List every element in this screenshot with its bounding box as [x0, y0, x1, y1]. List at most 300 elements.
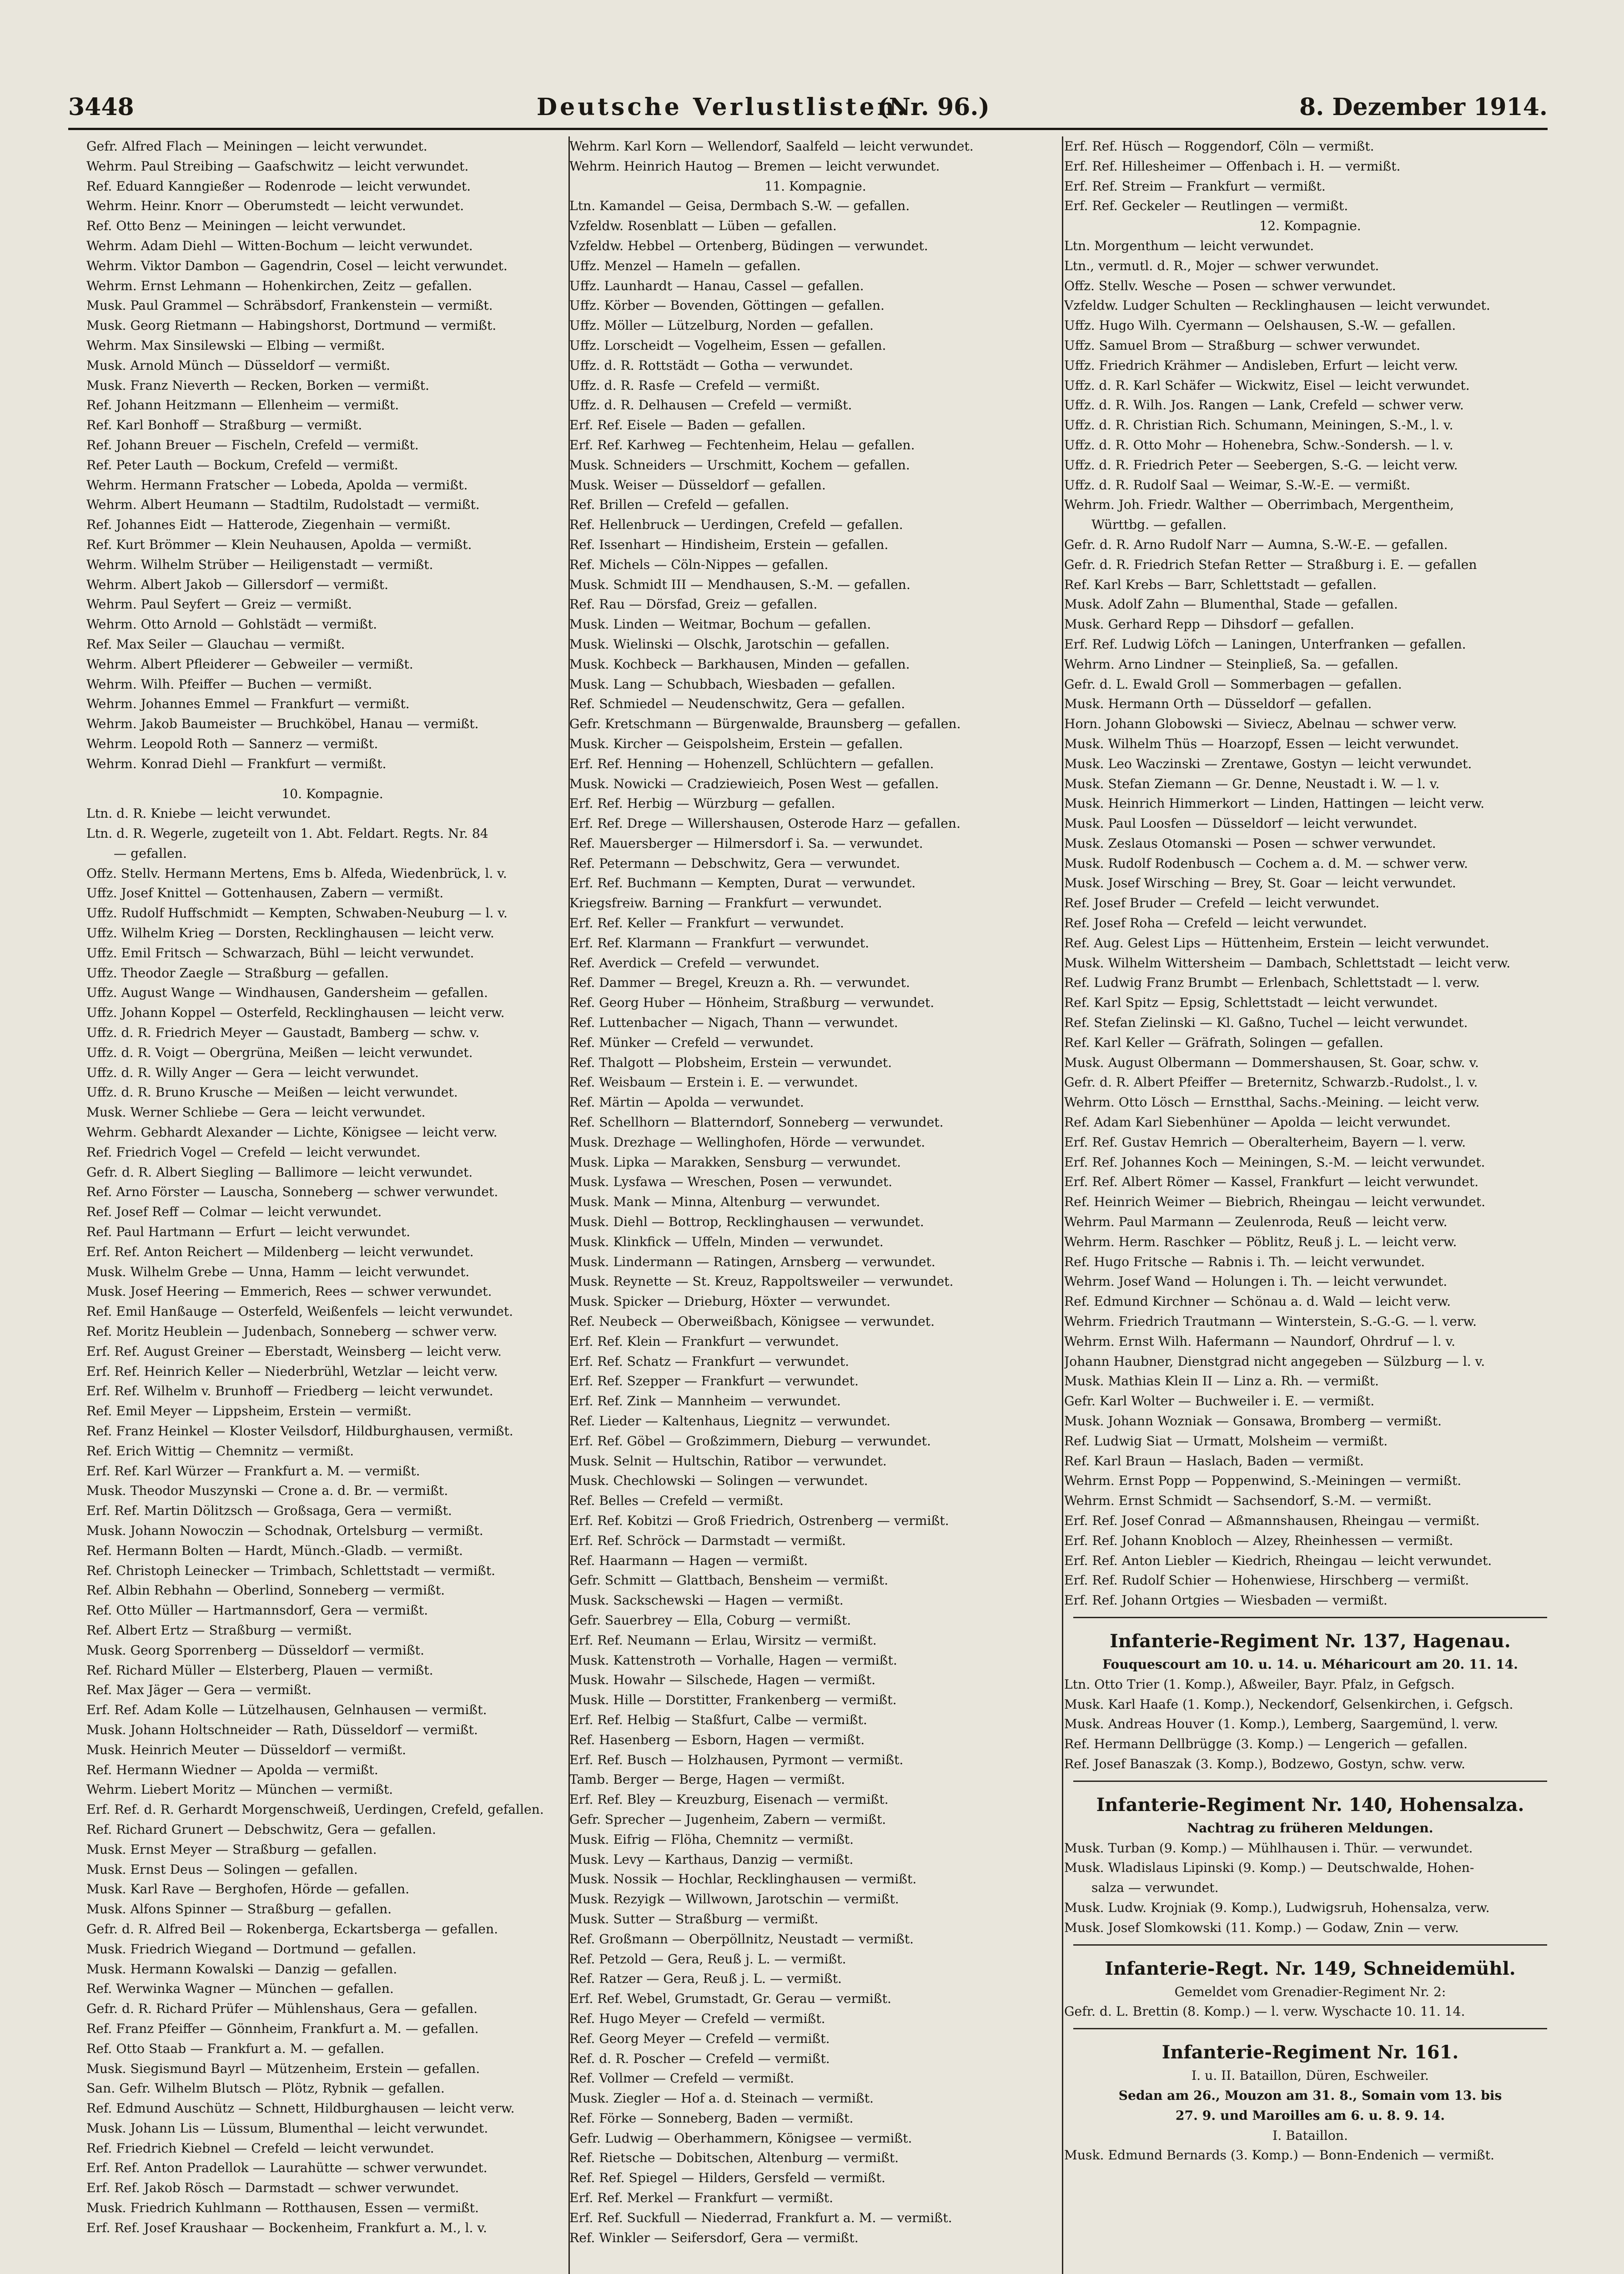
casualty-entry: Musk. Josef Heering — Emmerich, Rees — schwer verwundet. [86, 1284, 492, 1299]
casualty-entry: Vzfeldw. Ludger Schulten — Recklinghausen — leicht verwundet. [1064, 298, 1490, 313]
casualty-entry: Erf. Ref. Heinrich Keller — Niederbrühl, Wetzlar — leicht verw. [86, 1363, 498, 1379]
casualty-entry: Ref. Johann Heitzmann — Ellenheim — vermißt. [86, 397, 399, 413]
casualty-entry: Uffz. d. R. Otto Mohr — Hohenebra, Schw.-Sondersh. — l. v. [1064, 437, 1453, 453]
section-note: I. u. II. Bataillon, Düren, Eschweiler. [1192, 2068, 1429, 2083]
casualty-entry: Ref. Emil Hanßauge — Osterfeld, Weißenfels — leicht verwundet. [86, 1304, 513, 1319]
casualty-entry: Ref. Ratzer — Gera, Reuß j. L. — vermißt. [569, 1971, 842, 1987]
casualty-entry: Erf. Ref. Eisele — Baden — gefallen. [569, 418, 806, 433]
casualty-entry: Ref. Issenhart — Hindisheim, Erstein — gefallen. [569, 537, 889, 552]
casualty-entry: Ref. Luttenbacher — Nigach, Thann — verwundet. [569, 1015, 898, 1031]
casualty-entry: Ref. Hermann Bolten — Hardt, Münch.-Gladb. — vermißt. [86, 1543, 463, 1558]
casualty-entry: Uffz. Johann Koppel — Osterfeld, Recklinghausen — leicht verw. [86, 1005, 505, 1021]
casualty-entry: Musk. Johann Nowoczin — Schodnak, Ortelsburg — vermißt. [86, 1523, 483, 1538]
casualty-entry: Musk. Josef Slomkowski (11. Komp.) — Godaw, Znin — verw. [1064, 1920, 1459, 1935]
casualty-entry: Gefr. Sauerbrey — Ella, Coburg — vermißt. [569, 1612, 851, 1628]
casualty-entry: Musk. Paul Grammel — Schräbsdorf, Frankenstein — vermißt. [86, 298, 493, 313]
casualty-entry: Musk. Nowicki — Cradziewieich, Posen West — gefallen. [569, 776, 939, 791]
casualty-entry: Ref. Schellhorn — Blatterndorf, Sonneberg — verwundet. [569, 1115, 944, 1130]
casualty-entry: Uffz. d. R. Bruno Krusche — Meißen — leicht verwundet. [86, 1085, 458, 1100]
casualty-entry: Musk. Sackschewski — Hagen — vermißt. [569, 1593, 844, 1608]
regiment-heading: Infanterie-Regiment Nr. 137, Hagenau. [1110, 1630, 1511, 1652]
casualty-entry: Musk. Levy — Karthaus, Danzig — vermißt. [569, 1851, 854, 1867]
casualty-entry: Musk. Mank — Minna, Altenburg — verwundet. [569, 1194, 880, 1210]
casualty-entry: Ref. Erich Wittig — Chemnitz — vermißt. [86, 1443, 354, 1459]
casualty-entry: Gefr. Schmitt — Glattbach, Bensheim — vermißt. [569, 1573, 889, 1588]
casualty-entry: Ref. Karl Bonhoff — Straßburg — vermißt. [86, 418, 362, 433]
casualty-entry: Wehrm. Gebhardt Alexander — Lichte, Königsee — leicht verw. [86, 1125, 498, 1140]
company-heading: 12. Kompagnie. [1259, 218, 1361, 234]
casualty-entry: Wehrm. Ernst Schmidt — Sachsendorf, S.-M. — vermißt. [1064, 1493, 1432, 1509]
casualty-entry: Ref. Karl Krebs — Barr, Schlettstadt — gefallen. [1064, 577, 1377, 592]
casualty-entry: Wehrm. Hermann Fratscher — Lobeda, Apolda — vermißt. [86, 477, 468, 493]
casualty-entry: Uffz. d. R. Friedrich Peter — Seebergen, S.-G. — leicht verw. [1064, 457, 1458, 473]
casualty-entry: Musk. Andreas Houver (1. Komp.), Lemberg, Saargemünd, l. verw. [1064, 1716, 1498, 1732]
casualty-entry: Ref. Hasenberg — Esborn, Hagen — vermißt. [569, 1732, 865, 1747]
casualty-entry: Musk. Paul Loosfen — Düsseldorf — leicht verwundet. [1064, 816, 1418, 831]
casualty-entry: Erf. Ref. Kobitzi — Groß Friedrich, Ostrenberg — vermißt. [569, 1513, 949, 1528]
casualty-entry: Musk. Rezyigk — Willwown, Jarotschin — vermißt. [569, 1892, 899, 1907]
casualty-entry: Gefr. d. R. Richard Prüfer — Mühlenshaus, Gera — gefallen. [86, 2001, 478, 2017]
casualty-entry: Ref. Albert Ertz — Straßburg — vermißt. [86, 1622, 352, 1638]
column-left [86, 136, 578, 2274]
casualty-entry: Musk. Ernst Meyer — Straßburg — gefallen. [86, 1841, 377, 1857]
casualty-entry: Musk. Kircher — Geispolsheim, Erstein — gefallen. [569, 736, 903, 751]
casualty-entry: Ref. Aug. Gelest Lips — Hüttenheim, Erstein — leicht verwundet. [1064, 935, 1489, 951]
casualty-entry: Erf. Ref. August Greiner — Eberstadt, Weinsberg — leicht verw. [86, 1343, 502, 1359]
casualty-entry: Wehrm. Paul Streibing — Gaafschwitz — leicht verwundet. [86, 158, 469, 174]
casualty-entry: Ref. Moritz Heublein — Judenbach, Sonneberg — schwer verw. [86, 1324, 498, 1339]
casualty-entry: Ref. Förke — Sonneberg, Baden — vermißt. [569, 2110, 854, 2126]
casualty-entry: Ref. Hellenbruck — Uerdingen, Crefeld — gefallen. [569, 517, 903, 533]
casualty-entry: Erf. Ref. Anton Liebler — Kiedrich, Rheingau — leicht verwundet. [1064, 1553, 1492, 1568]
casualty-entry: Kriegsfreiw. Barning — Frankfurt — verwundet. [569, 896, 882, 911]
issue-date: 8. Dezember 1914. [1299, 93, 1548, 121]
casualty-entry: Gefr. d. R. Arno Rudolf Narr — Aumna, S.-W.-E. — gefallen. [1064, 537, 1448, 552]
casualty-entry: Musk. Lang — Schubbach, Wiesbaden — gefallen. [569, 676, 895, 692]
page-header [68, 89, 1548, 130]
casualty-entry: Ref. d. R. Poscher — Crefeld — vermißt. [569, 2051, 830, 2066]
casualty-entry: Ref. Weisbaum — Erstein i. E. — verwundet. [569, 1075, 858, 1090]
casualty-entry: Ref. Franz Heinkel — Kloster Veilsdorf, Hildburghausen, vermißt. [86, 1424, 513, 1439]
casualty-entry: San. Gefr. Wilhelm Blutsch — Plötz, Rybnik — gefallen. [86, 2081, 445, 2096]
casualty-entry: Ref. Albin Rebhahn — Oberlind, Sonneberg — vermißt. [86, 1583, 445, 1598]
casualty-entry: Musk. Weiser — Düsseldorf — gefallen. [569, 477, 826, 493]
column-middle [569, 136, 1061, 2274]
casualty-entry: Ref. Hermann Dellbrügge (3. Komp.) — Lengerich — gefallen. [1064, 1736, 1468, 1752]
casualty-entry: Wehrm. Josef Wand — Holungen i. Th. — leicht verwundet. [1064, 1274, 1448, 1289]
casualty-entry: Musk. Josef Wirsching — Brey, St. Goar — leicht verwundet. [1064, 875, 1456, 891]
casualty-entry: Uffz. d. R. Rasfe — Crefeld — vermißt. [569, 377, 820, 393]
casualty-entry: salza — verwundet. [1091, 1880, 1219, 1896]
casualty-entry: Musk. Ernst Deus — Solingen — gefallen. [86, 1861, 358, 1877]
casualty-entry: Uffz. d. R. Wilh. Jos. Rangen — Lank, Crefeld — schwer verw. [1064, 397, 1464, 413]
casualty-entry: Ltn. d. R. Kniebe — leicht verwundet. [86, 806, 331, 821]
casualty-entry: Musk. Karl Haafe (1. Komp.), Neckendorf, Gelsenkirchen, i. Gefgsch. [1064, 1696, 1513, 1712]
casualty-entry: Musk. Arnold Münch — Düsseldorf — vermißt. [86, 357, 391, 373]
casualty-entry: Musk. Spicker — Drieburg, Höxter — verwundet. [569, 1294, 890, 1309]
casualty-entry: Musk. Zeslaus Otomanski — Posen — schwer verwundet. [1064, 835, 1436, 851]
casualty-entry: Ref. Werwinka Wagner — München — gefallen. [86, 1981, 394, 1997]
casualty-entry: Erf. Ref. Karl Würzer — Frankfurt a. M. — vermißt. [86, 1463, 420, 1479]
casualty-entry: Ref. Franz Pfeiffer — Gönnheim, Frankfurt a. M. — gefallen. [86, 2021, 479, 2036]
casualty-entry: Uffz. Lorscheidt — Vogelheim, Essen — gefallen. [569, 337, 886, 353]
casualty-entry: Erf. Ref. Streim — Frankfurt — vermißt. [1064, 178, 1326, 194]
casualty-entry: Württbg. — gefallen. [1091, 517, 1227, 533]
company-heading: 10. Kompagnie. [282, 786, 383, 801]
casualty-entry: Wehrm. Wilh. Pfeiffer — Buchen — vermißt. [86, 676, 372, 692]
casualty-entry: Uffz. August Wange — Windhausen, Gandersheim — gefallen. [86, 985, 488, 1001]
casualty-entry: Musk. Johann Lis — Lüssum, Blumenthal — leicht verwundet. [86, 2120, 488, 2136]
casualty-entry: Erf. Ref. Hüsch — Roggendorf, Cöln — vermißt. [1064, 139, 1374, 154]
section-divider [1073, 1781, 1547, 1782]
casualty-entry: Wehrm. Wilhelm Strüber — Heiligenstadt — vermißt. [86, 557, 433, 572]
casualty-entry: Ref. Thalgott — Plobsheim, Erstein — verwundet. [569, 1055, 892, 1070]
casualty-entry: Gefr. d. L. Brettin (8. Komp.) — l. verw. Wyschacte 10. 11. 14. [1064, 2004, 1465, 2019]
casualty-entry: Wehrm. Liebert Moritz — München — vermißt. [86, 1782, 393, 1797]
casualty-entry: Musk. Wilhelm Thüs — Hoarzopf, Essen — leicht verwundet. [1064, 736, 1459, 751]
casualty-entry: — gefallen. [114, 845, 187, 861]
casualty-entry: Ref. Friedrich Vogel — Crefeld — leicht verwundet. [86, 1144, 421, 1160]
casualty-entry: Ltn. d. R. Wegerle, zugeteilt von 1. Abt. Feldart. Regts. Nr. 84 [86, 826, 488, 841]
casualty-entry: Wehrm. Friedrich Trautmann — Winterstein, S.-G.-G. — l. verw. [1064, 1314, 1477, 1329]
casualty-entry: Musk. Lipka — Marakken, Sensburg — verwundet. [569, 1154, 901, 1170]
casualty-entry: Musk. Johann Holtschneider — Rath, Düsseldorf — vermißt. [86, 1722, 478, 1737]
casualty-entry: Vzfeldw. Hebbel — Ortenberg, Büdingen — verwundet. [569, 238, 928, 253]
casualty-entry: Erf. Ref. Buchmann — Kempten, Durat — verwundet. [569, 875, 916, 891]
casualty-entry: Musk. Hermann Kowalski — Danzig — gefallen. [86, 1961, 397, 1977]
casualty-entry: Ref. Karl Keller — Gräfrath, Solingen — gefallen. [1064, 1035, 1383, 1050]
casualty-entry: Erf. Ref. Szepper — Frankfurt — verwundet. [569, 1373, 859, 1389]
casualty-entry: Ref. Christoph Leinecker — Trimbach, Schlettstadt — vermißt. [86, 1563, 496, 1578]
casualty-entry: Uffz. d. R. Rudolf Saal — Weimar, S.-W.-E. — vermißt. [1064, 477, 1411, 493]
casualty-entry: Erf. Ref. Neumann — Erlau, Wirsitz — vermißt. [569, 1632, 877, 1648]
casualty-entry: Erf. Ref. Anton Pradellok — Laurahütte — schwer verwundet. [86, 2160, 488, 2176]
casualty-entry: Offz. Stellv. Hermann Mertens, Ems b. Alfeda, Wiedenbrück, l. v. [86, 865, 507, 881]
casualty-entry: Musk. Wielinski — Olschk, Jarotschin — gefallen. [569, 636, 890, 652]
casualty-entry: Ref. Johannes Eidt — Hatterode, Ziegenhain — vermißt. [86, 517, 451, 533]
casualty-entry: Uffz. Emil Fritsch — Schwarzach, Bühl — leicht verwundet. [86, 945, 474, 961]
section-note: Gemeldet vom Grenadier-Regiment Nr. 2: [1174, 1984, 1446, 1999]
casualty-entry: Ref. Josef Roha — Crefeld — leicht verwundet. [1064, 916, 1367, 931]
casualty-entry: Wehrm. Paul Seyfert — Greiz — vermißt. [86, 597, 352, 612]
casualty-entry: Ref. Hugo Fritsche — Rabnis i. Th. — leicht verwundet. [1064, 1254, 1425, 1269]
casualty-entry: Musk. Georg Rietmann — Habingshorst, Dortmund — vermißt. [86, 318, 497, 333]
casualty-entry: Erf. Ref. Drege — Willershausen, Osterode Harz — gefallen. [569, 816, 961, 831]
casualty-entry: Ref. Peter Lauth — Bockum, Crefeld — vermißt. [86, 457, 398, 473]
casualty-entry: Ref. Josef Bruder — Crefeld — leicht verwundet. [1064, 896, 1380, 911]
casualty-entry: Musk. Theodor Muszynski — Crone a. d. Br. — vermißt. [86, 1483, 448, 1499]
casualty-entry: Ref. Josef Banaszak (3. Komp.), Bodzewo, Gostyn, schw. verw. [1064, 1756, 1465, 1771]
casualty-entry: Ref. Mauersberger — Hilmersdorf i. Sa. — verwundet. [569, 835, 923, 851]
casualty-entry: Erf. Ref. Geckeler — Reutlingen — vermißt. [1064, 198, 1348, 214]
casualty-entry: Ref. Petzold — Gera, Reuß j. L. — vermißt. [569, 1951, 846, 1967]
casualty-entry: Ref. Schmiedel — Neudenschwitz, Gera — gefallen. [569, 696, 905, 712]
casualty-entry: Erf. Ref. Schatz — Frankfurt — verwundet. [569, 1353, 850, 1369]
casualty-entry: Ref. Brillen — Crefeld — gefallen. [569, 497, 789, 513]
casualty-entry: Ref. Otto Müller — Hartmannsdorf, Gera — vermißt. [86, 1603, 428, 1618]
casualty-entry: Erf. Ref. Merkel — Frankfurt — vermißt. [569, 2190, 834, 2206]
casualty-entry: Ref. Otto Staab — Frankfurt a. M. — gefallen. [86, 2041, 385, 2056]
casualty-entry: Ref. Richard Müller — Elsterberg, Plauen — vermißt. [86, 1662, 433, 1678]
casualty-entry: Ref. Otto Benz — Meiningen — leicht verwundet. [86, 218, 406, 234]
casualty-entry: Erf. Ref. Rudolf Schier — Hohenwiese, Hirschberg — vermißt. [1064, 1573, 1469, 1588]
casualty-entry: Horn. Johann Globowski — Siviecz, Abelnau — schwer verw. [1064, 716, 1457, 732]
casualty-entry: Ref. Michels — Cöln-Nippes — gefallen. [569, 557, 829, 572]
casualty-entry: Ref. Emil Meyer — Lippsheim, Erstein — vermißt. [86, 1404, 412, 1419]
casualty-entry: Musk. Adolf Zahn — Blumenthal, Stade — gefallen. [1064, 597, 1398, 612]
casualty-entry: Erf. Ref. Klein — Frankfurt — verwundet. [569, 1333, 839, 1349]
casualty-entry: Ref. Karl Braun — Haslach, Baden — vermißt. [1064, 1453, 1364, 1469]
casualty-entry: Erf. Ref. Hillesheimer — Offenbach i. H. — vermißt. [1064, 158, 1401, 174]
casualty-entry: Ref. Ref. Spiegel — Hilders, Gersfeld — vermißt. [569, 2170, 885, 2186]
casualty-entry: Musk. Kochbeck — Barkhausen, Minden — gefallen. [569, 656, 910, 672]
casualty-entry: Erf. Ref. Johann Knobloch — Alzey, Rheinhessen — vermißt. [1064, 1533, 1453, 1548]
section-divider [1073, 1617, 1547, 1618]
casualty-entry: Erf. Ref. Karhweg — Fechtenheim, Helau — gefallen. [569, 437, 915, 453]
casualty-entry: Musk. Leo Waczinski — Zrentawe, Gostyn — leicht verwundet. [1064, 756, 1472, 771]
casualty-entry: Ref. Averdick — Crefeld — verwundet. [569, 955, 820, 971]
casualty-entry: Wehrm. Arno Lindner — Steinpließ, Sa. — gefallen. [1064, 656, 1398, 672]
casualty-entry: Ltn. Otto Trier (1. Komp.), Aßweiler, Bayr. Pfalz, in Gefgsch. [1064, 1676, 1455, 1692]
casualty-entry: Erf. Ref. Adam Kolle — Lützelhausen, Gelnhausen — vermißt. [86, 1702, 487, 1718]
casualty-entry: Gefr. Alfred Flach — Meiningen — leicht verwundet. [86, 139, 427, 154]
casualty-entry: Wehrm. Joh. Friedr. Walther — Oberrimbach, Mergentheim, [1064, 497, 1454, 513]
casualty-entry: Gefr. d. R. Friedrich Stefan Retter — Straßburg i. E. — gefallen [1064, 557, 1477, 572]
casualty-entry: Uffz. Friedrich Krähmer — Andisleben, Erfurt — leicht verw. [1064, 357, 1458, 373]
casualty-entry: Musk. Wilhelm Wittersheim — Dambach, Schlettstadt — leicht verw. [1064, 955, 1511, 971]
casualty-entry: Musk. Sutter — Straßburg — vermißt. [569, 1911, 819, 1927]
casualty-entry: Uffz. Wilhelm Krieg — Dorsten, Recklinghausen — leicht verw. [86, 926, 494, 941]
casualty-entry: Ref. Richard Grunert — Debschwitz, Gera — gefallen. [86, 1821, 436, 1837]
casualty-entry: Uffz. Rudolf Huffschmidt — Kempten, Schwaben-Neuburg — l. v. [86, 906, 508, 921]
casualty-entry: Musk. Heinrich Meuter — Düsseldorf — vermißt. [86, 1742, 406, 1757]
casualty-entry: Erf. Ref. Johann Ortgies — Wiesbaden — vermißt. [1064, 1593, 1388, 1608]
casualty-entry: Ref. Edmund Kirchner — Schönau a. d. Wald — leicht verw. [1064, 1294, 1451, 1309]
casualty-entry: Musk. Klinkfick — Uffeln, Minden — verwundet. [569, 1234, 884, 1249]
casualty-entry: Uffz. Theodor Zaegle — Straßburg — gefallen. [86, 965, 389, 981]
casualty-entry: Ref. Dammer — Bregel, Kreuzn a. Rh. — verwundet. [569, 975, 910, 991]
casualty-entry: Ref. Märtin — Apolda — verwundet. [569, 1095, 804, 1110]
casualty-entry: Musk. August Olbermann — Dommershausen, St. Goar, schw. v. [1064, 1055, 1479, 1070]
casualty-entry: Gefr. Karl Wolter — Buchweiler i. E. — vermißt. [1064, 1394, 1375, 1409]
casualty-entry: Gefr. d. L. Ewald Groll — Sommerbagen — gefallen. [1064, 676, 1402, 692]
casualty-entry: Uffz. Möller — Lützelburg, Norden — gefallen. [569, 318, 874, 333]
casualty-entry: Uffz. Menzel — Hameln — gefallen. [569, 258, 801, 273]
casualty-entry: Erf. Ref. Henning — Hohenzell, Schlüchtern — gefallen. [569, 756, 934, 771]
casualty-entry: Erf. Ref. d. R. Gerhardt Morgenschweiß, Uerdingen, Crefeld, gefallen. [86, 1802, 544, 1817]
casualty-entry: Ref. Friedrich Kiebnel — Crefeld — leicht verwundet. [86, 2140, 434, 2156]
casualty-entry: Uffz. d. R. Karl Schäfer — Wickwitz, Eisel — leicht verwundet. [1064, 377, 1470, 393]
casualty-entry: Wehrm. Max Sinsilewski — Elbing — vermißt. [86, 337, 385, 353]
casualty-entry: Erf. Ref. Ludwig Löfch — Laningen, Unterfranken — gefallen. [1064, 636, 1466, 652]
casualty-entry: Offz. Stellv. Wesche — Posen — schwer verwundet. [1064, 278, 1396, 293]
battle-subheading: Fouquescourt am 10. u. 14. u. Méharicourt am 20. 11. 14. [1102, 1656, 1518, 1672]
casualty-entry: Musk. Turban (9. Komp.) — Mühlhausen i. Thür. — verwundet. [1064, 1840, 1473, 1856]
casualty-entry: Ref. Paul Hartmann — Erfurt — leicht verwundet. [86, 1224, 411, 1240]
casualty-entry: Uffz. d. R. Friedrich Meyer — Gaustadt, Bamberg — schw. v. [86, 1025, 480, 1041]
casualty-entry: Musk. Eifrig — Flöha, Chemnitz — vermißt. [569, 1831, 854, 1847]
issue-number: (Nr. 96.) [878, 93, 990, 121]
casualty-entry: Musk. Diehl — Bottrop, Recklinghausen — verwundet. [569, 1214, 924, 1230]
casualty-entry: Wehrm. Albert Pfleiderer — Gebweiler — vermißt. [86, 656, 413, 672]
casualty-entry: Ref. Karl Spitz — Epsig, Schlettstadt — leicht verwundet. [1064, 995, 1438, 1011]
casualty-entry: Ref. Max Seiler — Glauchau — vermißt. [86, 636, 345, 652]
casualty-entry: Ref. Adam Karl Siebenhüner — Apolda — leicht verwundet. [1064, 1115, 1451, 1130]
casualty-entry: Uffz. Körber — Bovenden, Göttingen — gefallen. [569, 298, 885, 313]
section-divider [1073, 1944, 1547, 1946]
casualty-entry: Musk. Nossik — Hochlar, Recklinghausen — vermißt. [569, 1872, 917, 1887]
casualty-entry: Wehrm. Herm. Raschker — Pöblitz, Reuß j. L. — leicht verw. [1064, 1234, 1457, 1249]
section-note: I. Bataillon. [1272, 2128, 1348, 2143]
casualty-entry: Wehrm. Otto Arnold — Gohlstädt — vermißt. [86, 617, 377, 632]
casualty-entry: Erf. Ref. Zink — Mannheim — verwundet. [569, 1394, 841, 1409]
casualty-entry: Musk. Friedrich Wiegand — Dortmund — gefallen. [86, 1941, 417, 1957]
battle-subheading: Sedan am 26., Mouzon am 31. 8., Somain vom 13. bis [1118, 2088, 1502, 2103]
casualty-entry: Ref. Petermann — Debschwitz, Gera — verwundet. [569, 855, 900, 871]
casualty-entry: Erf. Ref. Keller — Frankfurt — verwundet. [569, 916, 845, 931]
casualty-entry: Ref. Ludwig Siat — Urmatt, Molsheim — vermißt. [1064, 1433, 1388, 1449]
casualty-entry: Erf. Ref. Busch — Holzhausen, Pyrmont — vermißt. [569, 1752, 904, 1767]
casualty-entry: Gefr. Sprecher — Jugenheim, Zabern — vermißt. [569, 1811, 886, 1827]
casualty-entry: Ref. Kurt Brömmer — Klein Neuhausen, Apolda — vermißt. [86, 537, 472, 552]
casualty-entry: Musk. Werner Schliebe — Gera — leicht verwundet. [86, 1105, 426, 1120]
casualty-entry: Musk. Heinrich Himmerkort — Linden, Hattingen — leicht verw. [1064, 796, 1485, 811]
casualty-entry: Musk. Wilhelm Grebe — Unna, Hamm — leicht verwundet. [86, 1264, 470, 1279]
casualty-entry: Erf. Ref. Bley — Kreuzburg, Eisenach — vermißt. [569, 1792, 889, 1807]
casualty-entry: Musk. Hille — Dorstitter, Frankenberg — vermißt. [569, 1692, 897, 1708]
casualty-entry: Erf. Ref. Wilhelm v. Brunhoff — Friedberg — leicht verwundet. [86, 1384, 493, 1399]
battle-subheading: 27. 9. und Maroilles am 6. u. 8. 9. 14. [1175, 2108, 1445, 2123]
casualty-entry: Erf. Ref. Jakob Rösch — Darmstadt — schwer verwundet. [86, 2180, 459, 2196]
casualty-entry: Musk. Mathias Klein II — Linz a. Rh. — vermißt. [1064, 1373, 1379, 1389]
casualty-entry: Gefr. d. R. Alfred Beil — Rokenberga, Eckartsberga — gefallen. [86, 1921, 498, 1937]
casualty-entry: Gefr. Ludwig — Oberhammern, Königsee — vermißt. [569, 2130, 912, 2146]
casualty-entry: Musk. Chechlowski — Solingen — verwundet. [569, 1473, 868, 1489]
casualty-entry: Uffz. Josef Knittel — Gottenhausen, Zabern — vermißt. [86, 885, 444, 901]
casualty-entry: Musk. Rudolf Rodenbusch — Cochem a. d. M. — schwer verw. [1064, 855, 1468, 871]
casualty-entry: Wehrm. Albert Jakob — Gillersdorf — vermißt. [86, 577, 388, 592]
casualty-entry: Musk. Karl Rave — Berghofen, Hörde — gefallen. [86, 1882, 410, 1897]
casualty-entry: Musk. Gerhard Repp — Dihsdorf — gefallen. [1064, 617, 1354, 632]
casualty-entry: Ltn. Morgenthum — leicht verwundet. [1064, 238, 1314, 253]
casualty-entry: Musk. Ziegler — Hof a. d. Steinach — vermißt. [569, 2091, 874, 2106]
casualty-entry: Vzfeldw. Rosenblatt — Lüben — gefallen. [569, 218, 837, 234]
casualty-entry: Ref. Winkler — Seifersdorf, Gera — vermißt. [569, 2230, 859, 2245]
casualty-entry: Musk. Linden — Weitmar, Bochum — gefallen. [569, 617, 871, 632]
casualty-entry: Wehrm. Ernst Lehmann — Hohenkirchen, Zeitz — gefallen. [86, 278, 473, 293]
casualty-entry: Erf. Ref. Josef Conrad — Aßmannshausen, Rheingau — vermißt. [1064, 1513, 1480, 1528]
casualty-entry: Musk. Wladislaus Lipinski (9. Komp.) — Deutschwalde, Hohen- [1064, 1860, 1474, 1876]
casualty-entry: Ref. Edmund Auschütz — Schnett, Hildburghausen — leicht verw. [86, 2101, 515, 2116]
casualty-entry: Johann Haubner, Dienstgrad nicht angegeben — Sülzburg — l. v. [1064, 1353, 1485, 1369]
casualty-entry: Musk. Georg Sporrenberg — Düsseldorf — vermißt. [86, 1642, 424, 1658]
casualty-entry: Musk. Howahr — Silschede, Hagen — vermißt. [569, 1672, 876, 1688]
casualty-entry: Ref. Josef Reff — Colmar — leicht verwundet. [86, 1204, 382, 1220]
casualty-entry: Ref. Haarmann — Hagen — vermißt. [569, 1553, 808, 1568]
page-number: 3448 [68, 93, 134, 121]
casualty-entry: Musk. Kattenstroth — Vorhalle, Hagen — vermißt. [569, 1652, 897, 1668]
casualty-entry: Erf. Ref. Webel, Grumstadt, Gr. Gerau — vermißt. [569, 1991, 891, 2007]
casualty-entry: Musk. Lindermann — Ratingen, Arnsberg — verwundet. [569, 1254, 935, 1269]
casualty-entry: Musk. Edmund Bernards (3. Komp.) — Bonn-Endenich — vermißt. [1064, 2148, 1495, 2163]
casualty-entry: Wehrm. Ernst Wilh. Hafermann — Naundorf, Ohrdruf — l. v. [1064, 1333, 1456, 1349]
casualty-entry: Musk. Alfons Spinner — Straßburg — gefallen. [86, 1902, 392, 1917]
casualty-entry: Ref. Johann Breuer — Fischeln, Crefeld — vermißt. [86, 437, 419, 453]
casualty-entry: Erf. Ref. Johannes Koch — Meiningen, S.-M. — leicht verwundet. [1064, 1154, 1485, 1170]
casualty-entry: Ref. Großmann — Oberpöllnitz, Neustadt — vermißt. [569, 1931, 914, 1947]
casualty-entry: Erf. Ref. Martin Dölitzsch — Großsaga, Gera — vermißt. [86, 1503, 452, 1519]
casualty-entry: Musk. Hermann Orth — Düsseldorf — gefallen. [1064, 696, 1372, 712]
casualty-entry: Ref. Heinrich Weimer — Biebrich, Rheingau — leicht verwundet. [1064, 1194, 1486, 1210]
casualty-entry: Erf. Ref. Suckfull — Niederrad, Frankfurt a. M. — vermißt. [569, 2210, 952, 2225]
casualty-entry: Ref. Georg Huber — Hönheim, Straßburg — verwundet. [569, 995, 935, 1011]
casualty-entry: Gefr. d. R. Albert Siegling — Ballimore — leicht verwundet. [86, 1164, 473, 1180]
section-divider [1073, 2028, 1547, 2029]
casualty-entry: Wehrm. Albert Heumann — Stadtilm, Rudolstadt — vermißt. [86, 497, 480, 513]
casualty-entry: Musk. Siegismund Bayrl — Mützenheim, Erstein — gefallen. [86, 2061, 480, 2076]
casualty-entry: Musk. Friedrich Kuhlmann — Rotthausen, Essen — vermißt. [86, 2200, 479, 2216]
publication-title: Deutsche Verlustlisten. [537, 93, 908, 121]
regiment-heading: Infanterie-Regiment Nr. 140, Hohensalza. [1096, 1794, 1524, 1816]
casualty-entry: Musk. Schneiders — Urschmitt, Kochem — gefallen. [569, 457, 910, 473]
casualty-entry: Ltn. Kamandel — Geisa, Dermbach S.-W. — gefallen. [569, 198, 910, 214]
casualty-entry: Uffz. d. R. Voigt — Obergrüna, Meißen — leicht verwundet. [86, 1045, 473, 1060]
casualty-entry: Ref. Münker — Crefeld — verwundet. [569, 1035, 814, 1050]
casualty-entry: Erf. Ref. Schröck — Darmstadt — vermißt. [569, 1533, 846, 1548]
company-heading: 11. Kompagnie. [764, 178, 866, 194]
casualty-entry: Ref. Stefan Zielinski — Kl. Gaßno, Tuchel — leicht verwundet. [1064, 1015, 1468, 1031]
casualty-entry: Wehrm. Karl Korn — Wellendorf, Saalfeld — leicht verwundet. [569, 139, 974, 154]
column-right [1064, 136, 1556, 2274]
casualty-entry: Wehrm. Leopold Roth — Sannerz — vermißt. [86, 736, 378, 751]
casualty-entry: Erf. Ref. Josef Kraushaar — Bockenheim, Frankfurt a. M., l. v. [86, 2220, 488, 2235]
casualty-entry: Uffz. Hugo Wilh. Cyermann — Oelshausen, S.-W. — gefallen. [1064, 318, 1456, 333]
casualty-entry: Uffz. Samuel Brom — Straßburg — schwer verwundet. [1064, 337, 1420, 353]
casualty-entry: Ref. Neubeck — Oberweißbach, Königsee — verwundet. [569, 1314, 935, 1329]
casualty-entry: Ref. Georg Meyer — Crefeld — vermißt. [569, 2031, 830, 2046]
casualty-entry: Ltn., vermutl. d. R., Mojer — schwer verwundet. [1064, 258, 1379, 273]
casualty-entry: Erf. Ref. Anton Reichert — Mildenberg — leicht verwundet. [86, 1244, 474, 1259]
casualty-entry: Erf. Ref. Albert Römer — Kassel, Frankfurt — leicht verwundet. [1064, 1174, 1479, 1190]
casualty-entry: Musk. Lysfawa — Wreschen, Posen — verwundet. [569, 1174, 893, 1190]
casualty-entry: Ref. Arno Förster — Lauscha, Sonneberg — schwer verwundet. [86, 1184, 498, 1200]
casualty-entry: Ref. Rietsche — Dobitschen, Altenburg — vermißt. [569, 2150, 899, 2166]
battle-subheading: Nachtrag zu früheren Meldungen. [1187, 1820, 1433, 1836]
casualty-entry: Erf. Ref. Klarmann — Frankfurt — verwundet. [569, 935, 870, 951]
casualty-entry: Gefr. Kretschmann — Bürgenwalde, Braunsberg — gefallen. [569, 716, 961, 732]
casualty-entry: Musk. Johann Wozniak — Gonsawa, Bromberg — vermißt. [1064, 1414, 1442, 1429]
casualty-entry: Wehrm. Otto Lösch — Ernstthal, Sachs.-Meining. — leicht verw. [1064, 1095, 1480, 1110]
casualty-entry: Wehrm. Paul Marmann — Zeulenroda, Reuß — leicht verw. [1064, 1214, 1448, 1230]
casualty-entry: Uffz. d. R. Christian Rich. Schumann, Meiningen, S.-M., l. v. [1064, 418, 1453, 433]
casualty-entry: Musk. Drezhage — Wellinghofen, Hörde — verwundet. [569, 1134, 925, 1150]
casualty-entry: Wehrm. Ernst Popp — Poppenwind, S.-Meiningen — vermißt. [1064, 1473, 1462, 1489]
casualty-entry: Ref. Lieder — Kaltenhaus, Liegnitz — verwundet. [569, 1414, 890, 1429]
casualty-entry: Ref. Max Jäger — Gera — vermißt. [86, 1682, 312, 1698]
casualty-entry: Ref. Ludwig Franz Brumbt — Erlenbach, Schlettstadt — l. verw. [1064, 975, 1480, 991]
regiment-heading: Infanterie-Regt. Nr. 149, Schneidemühl. [1105, 1957, 1516, 1979]
casualty-entry: Musk. Stefan Ziemann — Gr. Denne, Neustadt i. W. — l. v. [1064, 776, 1440, 791]
casualty-entry: Wehrm. Konrad Diehl — Frankfurt — vermißt. [86, 756, 387, 771]
casualty-entry: Musk. Reynette — St. Kreuz, Rappoltsweiler — verwundet. [569, 1274, 954, 1289]
casualty-entry: Ref. Hermann Wiedner — Apolda — vermißt. [86, 1762, 378, 1777]
casualty-entry: Ref. Eduard Kanngießer — Rodenrode — leicht verwundet. [86, 178, 471, 194]
casualty-entry: Wehrm. Heinrich Hautog — Bremen — leicht verwundet. [569, 158, 940, 174]
casualty-entry: Ref. Vollmer — Crefeld — vermißt. [569, 2071, 794, 2086]
regiment-heading: Infanterie-Regiment Nr. 161. [1161, 2042, 1459, 2063]
casualty-entry: Wehrm. Jakob Baumeister — Bruchköbel, Hanau — vermißt. [86, 716, 479, 732]
casualty-entry: Tamb. Berger — Berge, Hagen — vermißt. [569, 1772, 845, 1787]
